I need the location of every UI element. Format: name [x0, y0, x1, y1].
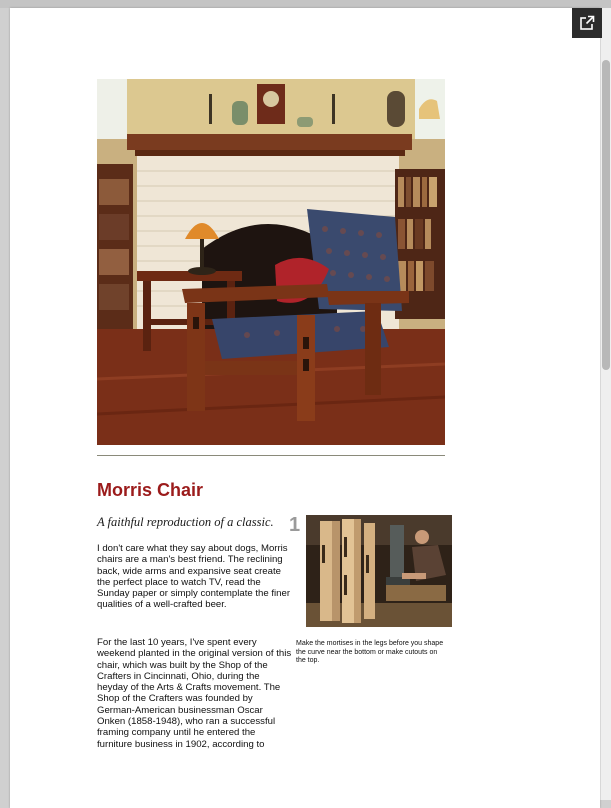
- article-title: Morris Chair: [97, 480, 204, 500]
- horizontal-rule: [97, 455, 445, 456]
- morris-chair-photo: [97, 79, 445, 445]
- open-in-new-window-button[interactable]: [572, 8, 602, 38]
- figure-caption: Make the mortises in the legs before you shape the curve near the bottom or make cutouts on the top.: [296, 640, 444, 664]
- body-paragraph: I don't care what they say about dogs, Morris chairs are a man's best friend. The reclining back, wide arms and expansive seat create the perfect place to watch TV, read the Sunday paper or simply contemplate the finer qualities of a well-crafted beer.: [97, 543, 291, 611]
- body-paragraph: For the last 10 years, I've spent every weekend planted in the original version of this chair, which was built by the Shop of the Crafters in Cincinnati, Ohio, during the heyday of the Arts & Crafts movement. The Shop of the Crafters was founded by German-American businessman Oscar Onken (1858-1948), who ran a successful framing company until he entered the furniture business in 1902, according to: [97, 637, 292, 750]
- open-in-new-icon: [579, 15, 595, 31]
- article-subtitle: A faithful reproduction of a classic.: [97, 515, 274, 529]
- figure-number: 1: [289, 514, 301, 536]
- figure-1-photo: [306, 515, 452, 627]
- viewer-top-bar: [0, 0, 611, 8]
- scrollbar-thumb[interactable]: [602, 60, 610, 370]
